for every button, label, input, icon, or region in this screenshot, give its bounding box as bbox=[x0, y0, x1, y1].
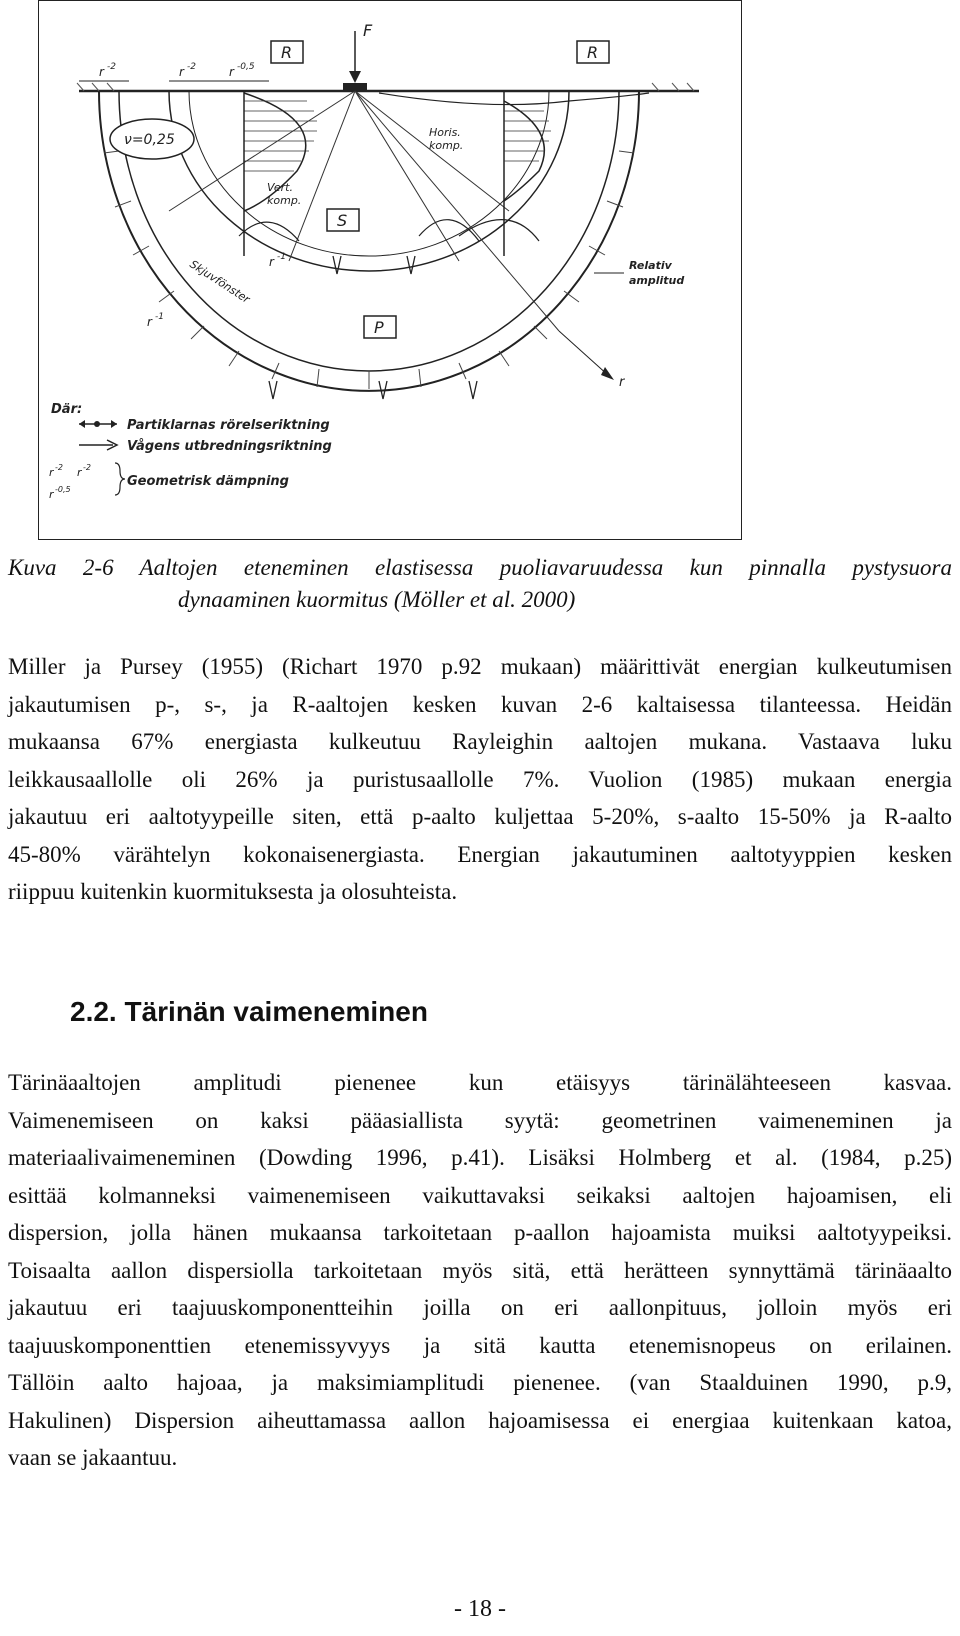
shear-window-label: Skjuvfönster bbox=[187, 257, 253, 306]
text-line: Tällöin aalto hajoaa, ja maksimiamplitudi pienenee. (van Staalduinen 1990, p.9, bbox=[8, 1370, 952, 1395]
svg-text:-2: -2 bbox=[55, 463, 63, 472]
text-line: leikkausaallolle oli 26% ja puristusaallolle 7%. Vuolion (1985) mukaan energia bbox=[8, 766, 952, 792]
text-line: Toisaalta aallon dispersiolla tarkoitetaan myös sitä, että herätteen synnyttämä tärinäaalto bbox=[8, 1257, 952, 1283]
svg-text:-1: -1 bbox=[277, 252, 286, 262]
svg-text:-2: -2 bbox=[187, 62, 196, 72]
svg-text:r: r bbox=[49, 466, 54, 479]
text-line: Hakulinen) Dispersion aiheuttamassa aallon hajoamisessa ei energiaa kuitenkaan katoa, bbox=[8, 1407, 952, 1433]
svg-text:-0,5: -0,5 bbox=[237, 62, 255, 72]
svg-text:-2: -2 bbox=[107, 62, 116, 72]
s-wave-label: S bbox=[337, 211, 348, 230]
text-line: jakautuu eri aaltotyypeille siten, että p-aalto kuljettaa 5-20%, s-aalto 15-50% ja R-aalto bbox=[8, 804, 952, 829]
text-line: vaan se jakaantuu. bbox=[8, 1445, 178, 1470]
r-label-1: r bbox=[99, 65, 104, 79]
text-line: jakautuu eri taajuuskomponentteihin joilla on eri aallonpituus, jolloin myös eri bbox=[8, 1295, 952, 1320]
paragraph-energy-distribution bbox=[8, 648, 952, 911]
p-wave-label: P bbox=[374, 318, 384, 337]
r-minus1-label-a: r bbox=[269, 255, 274, 269]
r-minus1-label-b: r bbox=[147, 315, 152, 329]
legend-geometric-damping: Geometrisk dämpning bbox=[127, 474, 289, 489]
legend-particle-motion: Partiklarnas rörelseriktning bbox=[127, 418, 330, 433]
section-heading: 2.2. Tärinän vaimeneminen bbox=[70, 996, 428, 1027]
svg-text:-0,5: -0,5 bbox=[55, 485, 71, 494]
svg-text:r: r bbox=[77, 466, 82, 479]
relative-amplitude-label: Relativ bbox=[629, 259, 672, 272]
text-line: riippuu kuitenkin kuormituksesta ja olosuhteista. bbox=[8, 879, 458, 904]
svg-text:komp.: komp. bbox=[429, 139, 464, 152]
r-wave-right-label: R bbox=[587, 43, 599, 62]
r-label-3: r bbox=[229, 65, 234, 79]
text-line: Miller ja Pursey (1955) (Richart 1970 p.92 mukaan) määrittivät energian kulkeutumisen bbox=[8, 654, 952, 679]
svg-text:-2: -2 bbox=[83, 463, 91, 472]
horizontal-component-label: Horis. bbox=[429, 126, 461, 139]
r-label-2: r bbox=[179, 65, 184, 79]
paragraph-attenuation bbox=[8, 1064, 952, 1477]
force-label: F bbox=[363, 21, 373, 40]
caption-line-2: dynaaminen kuormitus (Möller et al. 2000) bbox=[178, 587, 576, 612]
text-line: jakautumisen p-, s-, ja R-aaltojen kesken kuvan 2-6 kaltaisessa tilanteessa. Heidän bbox=[8, 691, 952, 717]
wave-diagram bbox=[39, 1, 743, 541]
svg-text:-1: -1 bbox=[155, 312, 164, 322]
text-line: materiaalivaimeneminen (Dowding 1996, p.41). Lisäksi Holmberg et al. (1984, p.25) bbox=[8, 1145, 952, 1170]
caption-line-1: Kuva 2-6 Aaltojen eteneminen elastisessa puoliavaruudessa kun pinnalla pystysuora bbox=[8, 555, 952, 580]
text-line: 45-80% värähtelyn kokonaisenergiasta. Energian jakautuminen aaltotyyppien kesken bbox=[8, 841, 952, 867]
r-wave-left-label: R bbox=[281, 43, 293, 62]
wave-propagation-figure bbox=[38, 0, 742, 540]
load-pad bbox=[343, 83, 367, 91]
r-direction-label: r bbox=[619, 375, 625, 390]
poisson-ratio-label: ν=0,25 bbox=[124, 132, 175, 148]
figure-caption bbox=[8, 552, 952, 616]
svg-text:r: r bbox=[49, 488, 54, 501]
text-line: dispersion, jolla hänen mukaansa tarkoitetaan p-aallon hajoamista muiksi aaltotyypeiksi. bbox=[8, 1220, 952, 1245]
legend-wave-propagation: Vågens utbredningsriktning bbox=[127, 439, 332, 454]
text-line: Vaimenemiseen on kaksi pääasiallista syytä: geometrinen vaimeneminen ja bbox=[8, 1107, 952, 1133]
text-line: mukaansa 67% energiasta kulkeutuu Rayleighin aaltojen mukana. Vastaava luku bbox=[8, 729, 952, 754]
text-line: taajuuskomponenttien etenemissyvyys ja sitä kautta etenemisnopeus on erilainen. bbox=[8, 1332, 952, 1358]
svg-text:komp.: komp. bbox=[267, 194, 302, 207]
vertical-component-label: Vert. bbox=[267, 181, 293, 194]
text-line: esittää kolmanneksi vaimenemiseen vaikuttavaksi seikaksi aaltojen hajoamisen, eli bbox=[8, 1182, 952, 1208]
page-number: - 18 - bbox=[454, 1596, 506, 1622]
svg-text:amplitud: amplitud bbox=[629, 274, 685, 287]
text-line: Tärinäaaltojen amplitudi pienenee kun etäisyys tärinälähteeseen kasvaa. bbox=[8, 1070, 952, 1095]
legend-title: Där: bbox=[51, 402, 83, 417]
